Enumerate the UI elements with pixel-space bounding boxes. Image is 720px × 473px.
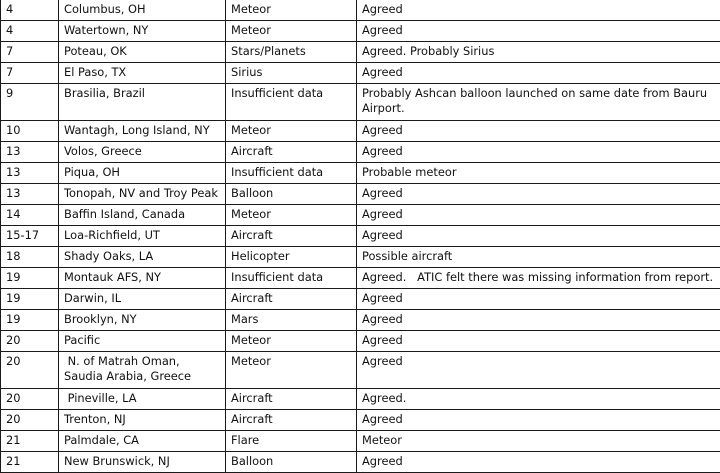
comment-cell: Agreed (357, 289, 720, 310)
comment-cell: Agreed (357, 410, 720, 431)
location-cell: Trenton, NJ (59, 410, 226, 431)
date-cell: 21 (1, 452, 59, 473)
table-row (1, 21, 720, 42)
location-cell: Brooklyn, NY (59, 310, 226, 331)
location-cell: Brasilia, Brazil (59, 84, 226, 121)
date-cell: 20 (1, 331, 59, 352)
evaluation-cell: Sirius (226, 63, 357, 84)
date-cell: 4 (1, 0, 59, 21)
comment-cell: Probable meteor (357, 163, 720, 184)
comment-cell: Agreed. ATIC felt there was missing information from report. (357, 268, 720, 289)
date-cell: 9 (1, 84, 59, 121)
table-row (1, 142, 720, 163)
evaluation-cell: Insufficient data (226, 84, 357, 121)
evaluation-cell: Meteor (226, 205, 357, 226)
comment-cell: Agreed (357, 184, 720, 205)
location-cell: Loa-Richfield, UT (59, 226, 226, 247)
evaluation-cell: Insufficient data (226, 268, 357, 289)
comment-cell: Agreed (357, 452, 720, 473)
table-row (1, 431, 720, 452)
table-row (1, 163, 720, 184)
comment-cell: Agreed (357, 121, 720, 142)
evaluation-cell: Mars (226, 310, 357, 331)
comment-cell: Agreed (357, 205, 720, 226)
table-row (1, 268, 720, 289)
table-row (1, 205, 720, 226)
location-cell: New Brunswick, NJ (59, 452, 226, 473)
comment-cell: Probably Ashcan balloon launched on same date from Bauru Airport. (357, 84, 720, 121)
comment-cell: Agreed (357, 310, 720, 331)
evaluation-cell: Stars/Planets (226, 42, 357, 63)
comment-cell: Possible aircraft (357, 247, 720, 268)
date-cell: 21 (1, 431, 59, 452)
comment-cell: Agreed (357, 21, 720, 42)
evaluation-cell: Aircraft (226, 410, 357, 431)
location-cell: Tonopah, NV and Troy Peak (59, 184, 226, 205)
comment-cell: Agreed (357, 331, 720, 352)
table-row (1, 331, 720, 352)
date-cell: 19 (1, 268, 59, 289)
date-cell: 19 (1, 310, 59, 331)
location-cell: El Paso, TX (59, 63, 226, 84)
date-cell: 13 (1, 184, 59, 205)
table-row (1, 452, 720, 473)
date-cell: 10 (1, 121, 59, 142)
comment-cell: Agreed (357, 352, 720, 389)
location-cell: Pineville, LA (59, 389, 226, 410)
location-cell: Baffin Island, Canada (59, 205, 226, 226)
evaluation-cell: Balloon (226, 452, 357, 473)
location-cell: Volos, Greece (59, 142, 226, 163)
date-cell: 4 (1, 21, 59, 42)
comment-cell: Meteor (357, 431, 720, 452)
date-cell: 19 (1, 289, 59, 310)
table-row (1, 247, 720, 268)
evaluation-cell: Aircraft (226, 389, 357, 410)
date-cell: 20 (1, 352, 59, 389)
location-cell: Darwin, IL (59, 289, 226, 310)
table-row (1, 310, 720, 331)
evaluation-cell: Flare (226, 431, 357, 452)
evaluation-cell: Meteor (226, 121, 357, 142)
date-cell: 14 (1, 205, 59, 226)
date-cell: 7 (1, 42, 59, 63)
date-cell: 13 (1, 142, 59, 163)
location-cell: Watertown, NY (59, 21, 226, 42)
table-row (1, 0, 720, 21)
location-cell: N. of Matrah Oman, Saudia Arabia, Greece (59, 352, 226, 389)
table-row (1, 63, 720, 84)
comment-cell: Agreed (357, 0, 720, 21)
date-cell: 20 (1, 410, 59, 431)
table-row (1, 121, 720, 142)
evaluation-cell: Aircraft (226, 142, 357, 163)
comment-cell: Agreed (357, 63, 720, 84)
evaluation-cell: Meteor (226, 0, 357, 21)
location-cell: Montauk AFS, NY (59, 268, 226, 289)
table-row (1, 84, 720, 121)
evaluation-cell: Meteor (226, 352, 357, 389)
date-cell: 15-17 (1, 226, 59, 247)
date-cell: 18 (1, 247, 59, 268)
date-cell: 7 (1, 63, 59, 84)
evaluation-cell: Aircraft (226, 289, 357, 310)
table-row (1, 410, 720, 431)
comment-cell: Agreed. Probably Sirius (357, 42, 720, 63)
evaluation-cell: Balloon (226, 184, 357, 205)
table-row (1, 389, 720, 410)
date-cell: 13 (1, 163, 59, 184)
evaluation-cell: Insufficient data (226, 163, 357, 184)
sightings-table-body (1, 0, 720, 473)
location-cell: Wantagh, Long Island, NY (59, 121, 226, 142)
location-cell: Columbus, OH (59, 0, 226, 21)
evaluation-cell: Meteor (226, 21, 357, 42)
evaluation-cell: Meteor (226, 331, 357, 352)
location-cell: Poteau, OK (59, 42, 226, 63)
comment-cell: Agreed (357, 142, 720, 163)
evaluation-cell: Aircraft (226, 226, 357, 247)
comment-cell: Agreed. (357, 389, 720, 410)
table-row (1, 184, 720, 205)
table-row (1, 289, 720, 310)
date-cell: 20 (1, 389, 59, 410)
table-row (1, 226, 720, 247)
location-cell: Piqua, OH (59, 163, 226, 184)
comment-cell: Agreed (357, 226, 720, 247)
table-row (1, 42, 720, 63)
location-cell: Shady Oaks, LA (59, 247, 226, 268)
location-cell: Pacific (59, 331, 226, 352)
evaluation-cell: Helicopter (226, 247, 357, 268)
table-row (1, 352, 720, 389)
location-cell: Palmdale, CA (59, 431, 226, 452)
